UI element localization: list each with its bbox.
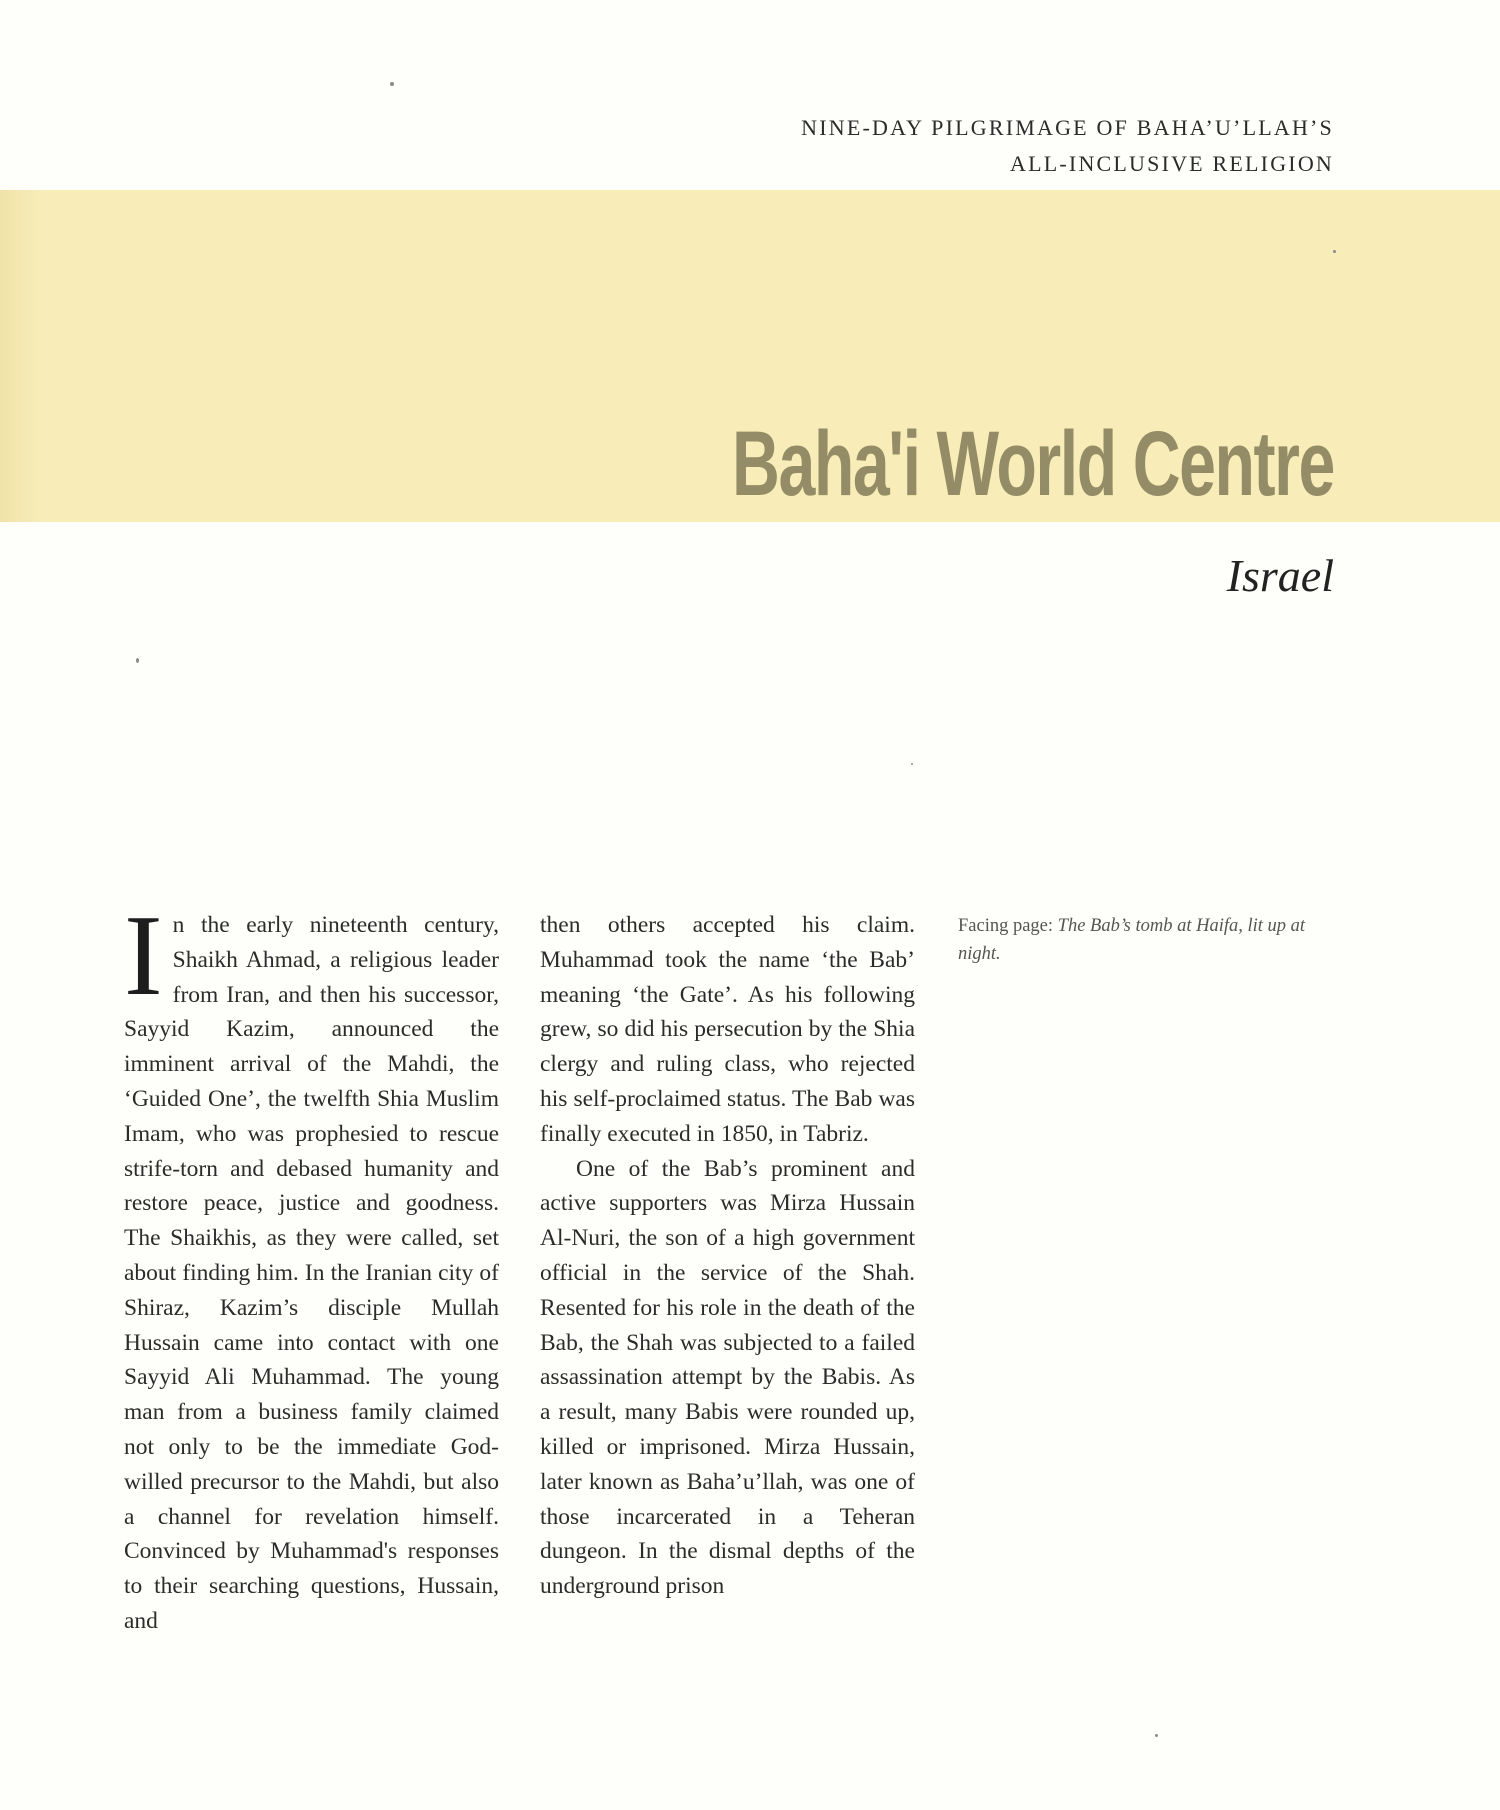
body-paragraph: then others accepted his claim. Muhammad took the name ‘the Bab’ meaning ‘the Gate’. As his following grew, so did his persecution by the Shia clergy and ruling class, who rejected his self-proclaimed status. The Bab was finally executed in 1850, in Tabriz. (540, 912, 915, 1147)
print-speck (390, 82, 394, 86)
page-title: Baha'i World Centre (732, 413, 1334, 515)
page-subtitle: Israel (1226, 550, 1334, 601)
print-speck (911, 763, 913, 765)
body-paragraph (124, 892, 499, 1639)
print-speck (136, 658, 139, 663)
running-head-line-1: NINE-DAY PILGRIMAGE OF BAHA’U’LLAH’S (801, 115, 1334, 140)
body-column-1 (124, 892, 499, 1639)
caption-text: The Bab’s tomb at Haifa, lit up at night. (958, 916, 1306, 964)
body-paragraph: One of the Bab’s prominent and active supporters was Mirza Hussain Al-Nuri, the son of a high government official in the service of the Shah. Resented for his role in the death of the Bab, the Shah was subjected to a failed assassination attempt by the Babis. As a result, many Babis were rounded up, killed or imprisoned. Mirza Hussain, later known as Baha’u’llah, was one of those incarcerated in a Teheran dungeon. In the dismal depths of the underground prison (540, 1155, 915, 1600)
photo-caption (958, 912, 1333, 968)
print-speck (1155, 1734, 1158, 1737)
body-column-2 (540, 908, 915, 1604)
print-speck (1333, 250, 1336, 253)
running-head-line-2: ALL-INCLUSIVE RELIGION (1010, 151, 1334, 176)
running-head (801, 110, 1334, 182)
column-1-text: n the early nineteenth century, Shaikh Ahmad, a religious leader from Iran, and then his successor, Sayyid Kazim, announced the imminent arrival of the Mahdi, the ‘Guided One’, the twelfth Shia Muslim Imam, who was prophesied to rescue strife-torn and debased humanity and restore peace, justice and goodness. The Shaikhis, as they were called, set about finding him. In the Iranian city of Shiraz, Kazim’s disciple Mullah Hussain came into contact with one Sayyid Ali Muhammad. The young man from a business family claimed not only to be the immediate God-willed precursor to the Mahdi, but also a channel for revelation himself. Convinced by Muhammad's responses to their searching questions, Hussain, and (124, 912, 499, 1634)
caption-label: Facing page: (958, 916, 1054, 936)
drop-cap: I (124, 892, 163, 1020)
